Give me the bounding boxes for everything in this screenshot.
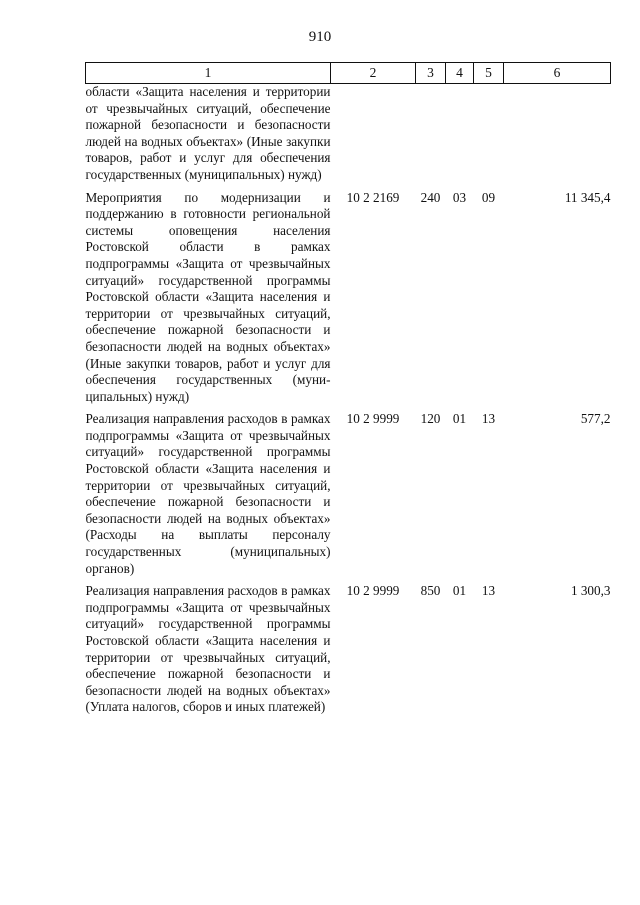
- table-row: [86, 405, 611, 577]
- header-col-4: 4: [446, 63, 474, 84]
- row-description: Реализация направления расходов в рамках подпрограммы «Защита от чрезвычайных ситуаций» государственной программы Ростовской области «Защита населения и территории от чрезвычайных ситуаций, обеспечение пожарной безопасности и безопасности людей на водных объектах» (Уплата налогов, сборов и иных платежей): [85, 583, 331, 715]
- row-target-code: 10 2 9999: [346, 411, 400, 427]
- table-header: [86, 63, 611, 84]
- row-amount: 11 345,4: [564, 189, 611, 205]
- table-row: [86, 84, 611, 184]
- row-subsection: 13: [481, 411, 496, 427]
- row-subsection: [474, 84, 504, 184]
- row-description: области «Защита населения и территории от чрезвычайных ситуаций, обеспечение пожарной безопасности и безопасности людей на водных объектах» (Иные закупки товаров, работ и услуг для обеспечения государственных (муниципальных) нужд): [85, 84, 331, 182]
- row-expense-type: 850: [420, 583, 441, 599]
- row-amount: [504, 84, 611, 184]
- row-description: Реализация направления расходов в рамках подпрограммы «Защита от чрезвычайных ситуаций» государственной программы Ростовской области «Защита населения и территории от чрезвычайных ситуаций, обеспечение пожарной безопасности и безопасности людей на водных объектах» (Расходы на выплаты персоналу государственных (муниципальных) органов): [85, 411, 331, 576]
- row-target-code: 10 2 2169: [346, 189, 400, 205]
- row-expense-type: 120: [420, 411, 441, 427]
- page-number: 910: [308, 29, 332, 45]
- header-col-2: 2: [331, 63, 416, 84]
- row-subsection: 09: [481, 189, 496, 205]
- budget-table: [85, 62, 611, 716]
- row-section: 01: [452, 583, 467, 599]
- table-row: [86, 577, 611, 716]
- row-amount: 577,2: [580, 411, 611, 427]
- row-expense-type: [416, 84, 446, 184]
- header-col-1: 1: [86, 63, 331, 84]
- header-col-5: 5: [474, 63, 504, 84]
- header-col-6: 6: [504, 63, 611, 84]
- table-body: [86, 84, 611, 716]
- row-subsection: 13: [481, 583, 496, 599]
- row-target-code: 10 2 9999: [346, 583, 400, 599]
- row-section: [446, 84, 474, 184]
- row-section: 03: [452, 189, 467, 205]
- row-description: Мероприятия по модернизации и поддержанию в готовности региональной системы оповещения населения Ростовской области в рамках подпрограммы «Защита от чрезвычайных ситуаций» государственной программы Ростовской области «Защита населения и территории от чрезвычайных ситуаций, обеспечение пожарной безопасности и безопасности людей на водных объектах» (Иные закупки товаров, работ и услуг для обеспечения государственных (муниципальных) нужд): [85, 189, 331, 404]
- table-row: [86, 184, 611, 406]
- header-row: [86, 63, 611, 84]
- row-target-code: [331, 84, 416, 184]
- row-section: 01: [452, 411, 467, 427]
- header-col-3: 3: [416, 63, 446, 84]
- row-expense-type: 240: [420, 189, 441, 205]
- row-amount: 1 300,3: [570, 583, 611, 599]
